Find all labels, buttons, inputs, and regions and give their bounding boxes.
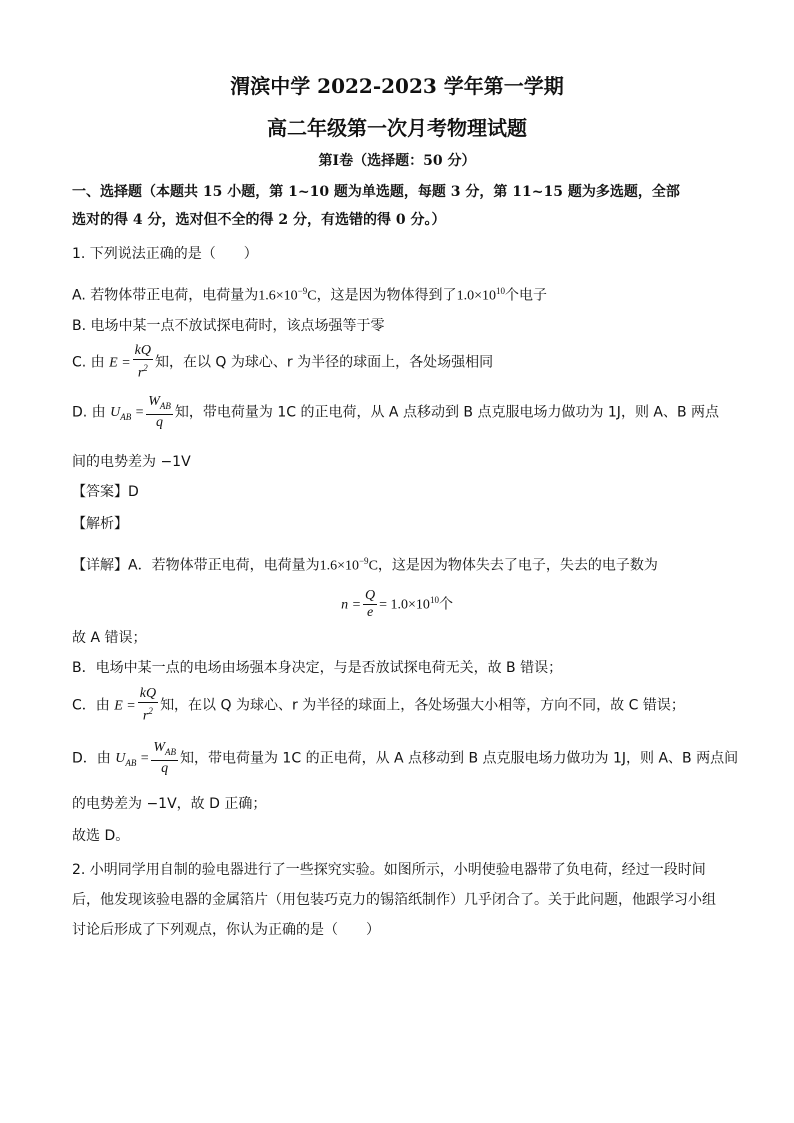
q1-option-d: [72, 394, 719, 435]
formula-den: $r^2$: [137, 363, 148, 381]
q1-answer: 【答案】D: [72, 484, 139, 500]
q1-a-exp2: 10: [495, 286, 505, 296]
q1-analysis-label: 【解析】: [72, 516, 128, 532]
q1-a-text: A. 若物体带正电荷，电荷量为: [72, 287, 259, 304]
q2-line-1: 2. 小明同学用自制的验电器进行了一些探究实验。如图所示，小明使验电器带了负电荷，经过一段时间: [72, 862, 706, 878]
q1-option-c: [72, 343, 493, 382]
q1-c-post: 知，在以 Q 为球心、r 为半径的球面上，各处场强相同: [154, 354, 494, 371]
q1-b-detail: B．电场中某一点的电场由场强本身决定，与是否放试探电荷无关，故 B 错误；: [72, 660, 563, 676]
q1-c-pre: C. 由: [72, 354, 105, 371]
exam-title-school: 渭滨中学 2022-2023 学年第一学期: [230, 74, 564, 98]
formula-u: $U_{AB}$ =: [110, 405, 145, 423]
q1-option-a: [72, 281, 547, 307]
q1-stem: 1. 下列说法正确的是（ ）: [72, 246, 258, 262]
q1-a-wrong: 故 A 错误；: [72, 630, 147, 646]
instructions-line-1: 一、选择题（本题共 15 小题，第 1~10 题为单选题，每题 3 分，第 11~15 题为多选题，全部: [72, 184, 680, 200]
exam-title-subject: 高二年级第一次月考物理试题: [267, 116, 527, 140]
formula-num: kQ: [134, 343, 151, 358]
q1-a-mid: ，这是因为物体得到了: [316, 287, 457, 304]
section-title: 第Ⅰ卷（选择题：50 分）: [318, 153, 476, 169]
q1-option-d-line2: 间的电势差为 −1V: [72, 454, 191, 470]
q1-d-detail-line2: 的电势差为 −1V，故 D 正确；: [72, 796, 267, 812]
formula-coulomb: [133, 343, 153, 382]
q2-line-2: 后，他发现该验电器的金属箔片（用包装巧克力的锡箔纸制作）几乎闭合了。关于此问题，他跟学习小组: [72, 892, 716, 908]
q1-a-post: 个电子: [504, 287, 547, 304]
q1-a-unit: C: [307, 288, 317, 304]
q1-a-value2: 1.0×10: [456, 288, 496, 304]
q1-d-post: 知，带电荷量为 1C 的正电荷，从 A 点移动到 B 点克服电场力做功为 1J，则 A、B 两点: [174, 404, 720, 421]
q2-line-3: 讨论后形成了下列观点，你认为正确的是（ ）: [72, 922, 380, 938]
q1-a-value: 1.6×10: [258, 288, 298, 304]
q1-d-pre: D. 由: [72, 404, 106, 421]
formula-electron-count: n = $\frac{Q}{e}$ = $1.0\times 10^{10}$个: [341, 588, 453, 621]
instructions-line-2: 选对的得 4 分，选对但不全的得 2 分，有选错的得 0 分。）: [72, 212, 446, 228]
q1-conclusion: 故选 D。: [72, 828, 130, 844]
q1-detail-a: 【详解】A．若物体带正电荷，电荷量为$1.6\times 10^{-9}C$，这是因为物体失去了电子，失去的电子数为: [72, 556, 658, 574]
q1-c-detail: C．由 E = $\frac{kQ}{r^2}$ 知，在以 Q 为球心、r 为半径的球面上，各处场强大小相等，方向不同，故 C 错误；: [72, 686, 685, 724]
q1-d-detail: D．由 $U_{AB}$ = $\frac{W_{AB}}{q}$ 知，带电荷量为 1C 的正电荷，从 A 点移动到 B 点克服电场力做功为 1J，则 A、B 两点间: [72, 740, 739, 776]
formula-potential: $\frac{W_{AB}}{q}$: [148, 394, 171, 430]
formula-e-lhs: E =: [109, 355, 131, 371]
q1-option-b: B. 电场中某一点不放试探电荷时，该点场强等于零: [72, 318, 385, 334]
q1-a-exp: −9: [297, 286, 308, 296]
